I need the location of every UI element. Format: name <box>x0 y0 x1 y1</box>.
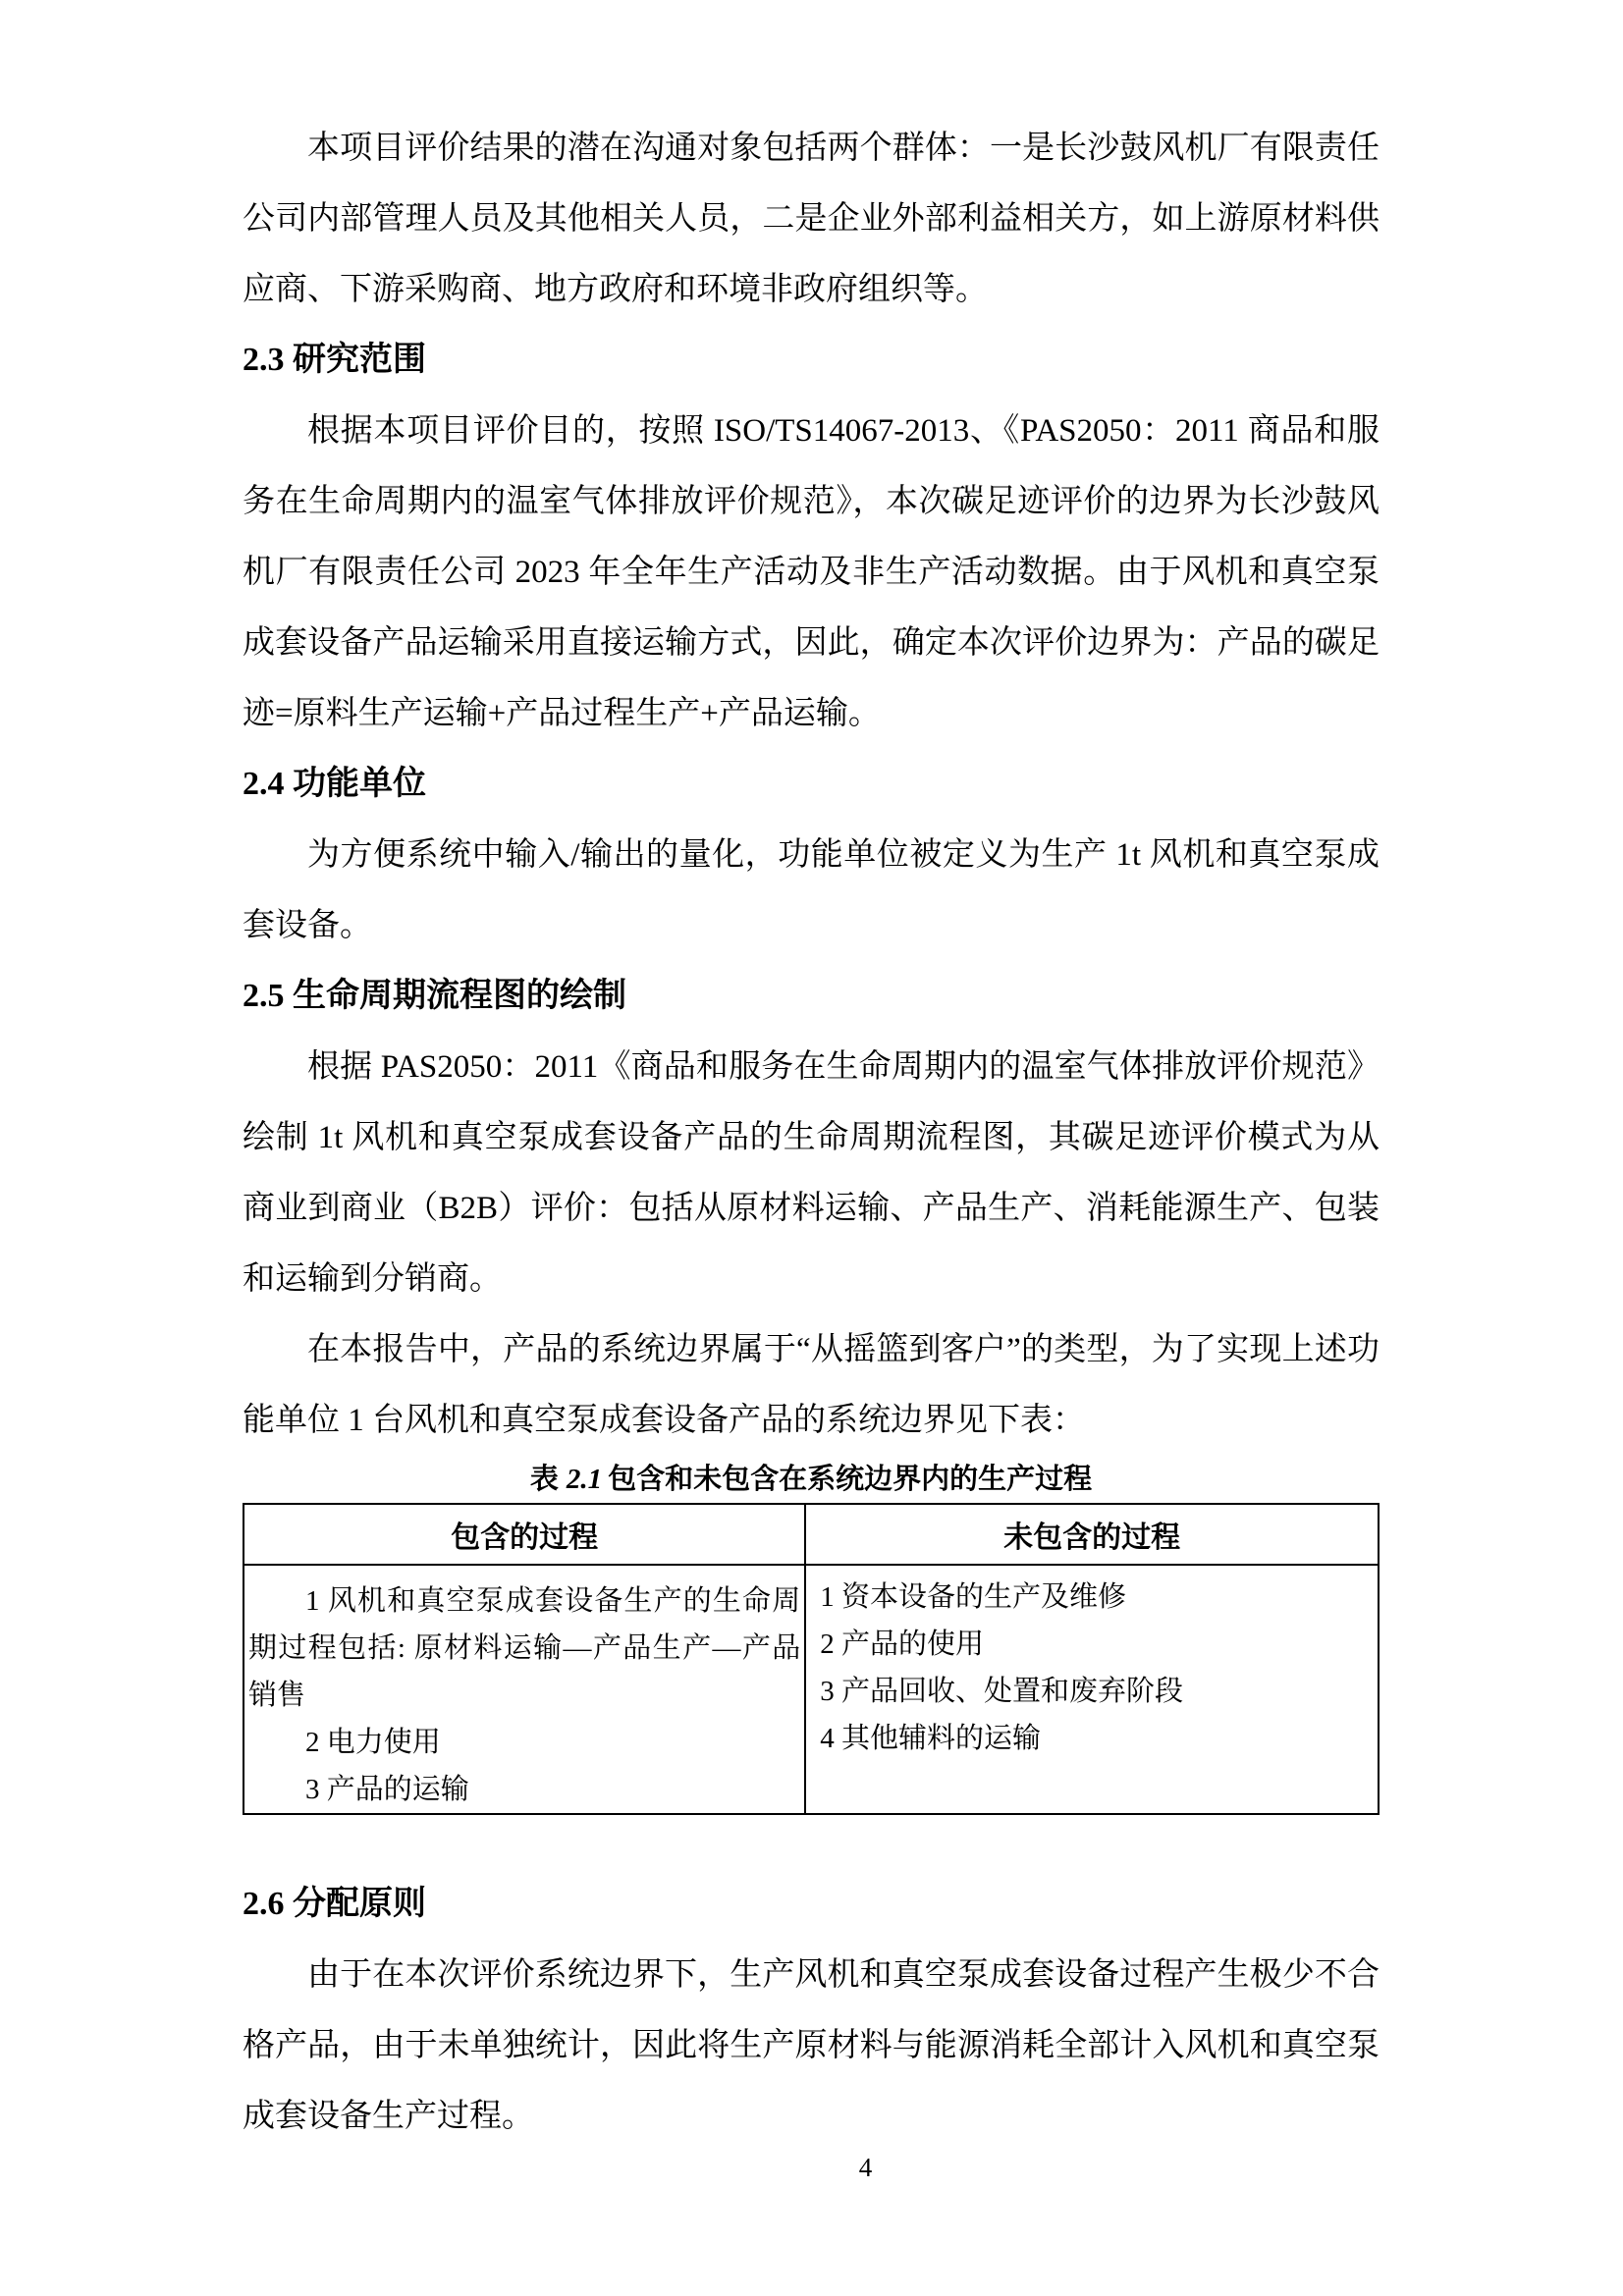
system-boundary-table <box>243 1503 1380 1815</box>
paragraph-lifecycle-flowchart: 根据 PAS2050：2011《商品和服务在生命周期内的温室气体排放评价规范》绘制 1t 风机和真空泵成套设备产品的生命周期流程图，其碳足迹评价模式为从商业到商业（B2B）评价：包括从原材料运输、产品生产、消耗能源生产、包装和运输到分销商。 <box>243 1049 1380 1297</box>
excluded-item-4: 4 其他辅料的运输 <box>820 1723 1041 1754</box>
paragraph-research-scope: 根据本项目评价目的，按照 ISO/TS14067-2013、《PAS2050：2011 商品和服务在生命周期内的温室气体排放评价规范》，本次碳足迹评价的边界为长沙鼓风机厂有限责任公司 2023 年全年生产活动及非生产活动数据。由于风机和真空泵成套设备产品运输采用直接运输方式，因此，确定本次评价边界为：产品的碳足迹=原料生产运输+产品过程生产+产品运输。 <box>243 413 1380 731</box>
table-caption-label: 表 <box>529 1464 559 1495</box>
paragraph-system-boundary: 在本报告中，产品的系统边界属于“从摇篮到客户”的类型，为了实现上述功能单位 1 台风机和真空泵成套设备产品的系统边界见下表： <box>243 1332 1380 1438</box>
table-caption-title: 包含和未包含在系统边界内的生产过程 <box>608 1464 1093 1495</box>
included-item-2: 2 电力使用 <box>305 1727 441 1758</box>
table-cell-included <box>243 1565 805 1814</box>
page-number: 4 <box>858 2153 873 2182</box>
included-item-1: 1 风机和真空泵成套设备生产的生命周期过程包括: 原材料运输—产品生产—产品销售 <box>248 1585 801 1711</box>
excluded-item-1: 1 资本设备的生产及维修 <box>820 1581 1126 1613</box>
paragraph-functional-unit: 为方便系统中输入/输出的量化，功能单位被定义为生产 1t 风机和真空泵成套设备。 <box>243 837 1380 943</box>
table-header-included: 包含的过程 <box>243 1504 805 1565</box>
table-header-excluded: 未包含的过程 <box>805 1504 1379 1565</box>
heading-research-scope: 2.3 研究范围 <box>243 342 426 378</box>
excluded-item-3: 3 产品回收、处置和废弃阶段 <box>820 1676 1183 1707</box>
table-caption-number: 2.1 <box>566 1464 603 1495</box>
heading-functional-unit: 2.4 功能单位 <box>243 766 426 802</box>
included-item-3: 3 产品的运输 <box>305 1774 469 1805</box>
paragraph-allocation-principle: 由于在本次评价系统边界下，生产风机和真空泵成套设备过程产生极少不合格产品，由于未单独统计，因此将生产原材料与能源消耗全部计入风机和真空泵成套设备生产过程。 <box>243 1957 1380 2134</box>
table-caption <box>243 1456 1380 1503</box>
paragraph-communication-targets: 本项目评价结果的潜在沟通对象包括两个群体：一是长沙鼓风机厂有限责任公司内部管理人员及其他相关人员，二是企业外部利益相关方，如上游原材料供应商、下游采购商、地方政府和环境非政府组织等。 <box>243 131 1380 307</box>
table-body-row <box>243 1565 1379 1814</box>
heading-allocation-principle: 2.6 分配原则 <box>243 1886 426 1922</box>
excluded-item-2: 2 产品的使用 <box>820 1629 984 1660</box>
table-cell-excluded <box>805 1565 1379 1814</box>
heading-lifecycle-flowchart: 2.5 生命周期流程图的绘制 <box>243 978 626 1014</box>
table-header-row <box>243 1504 1379 1565</box>
